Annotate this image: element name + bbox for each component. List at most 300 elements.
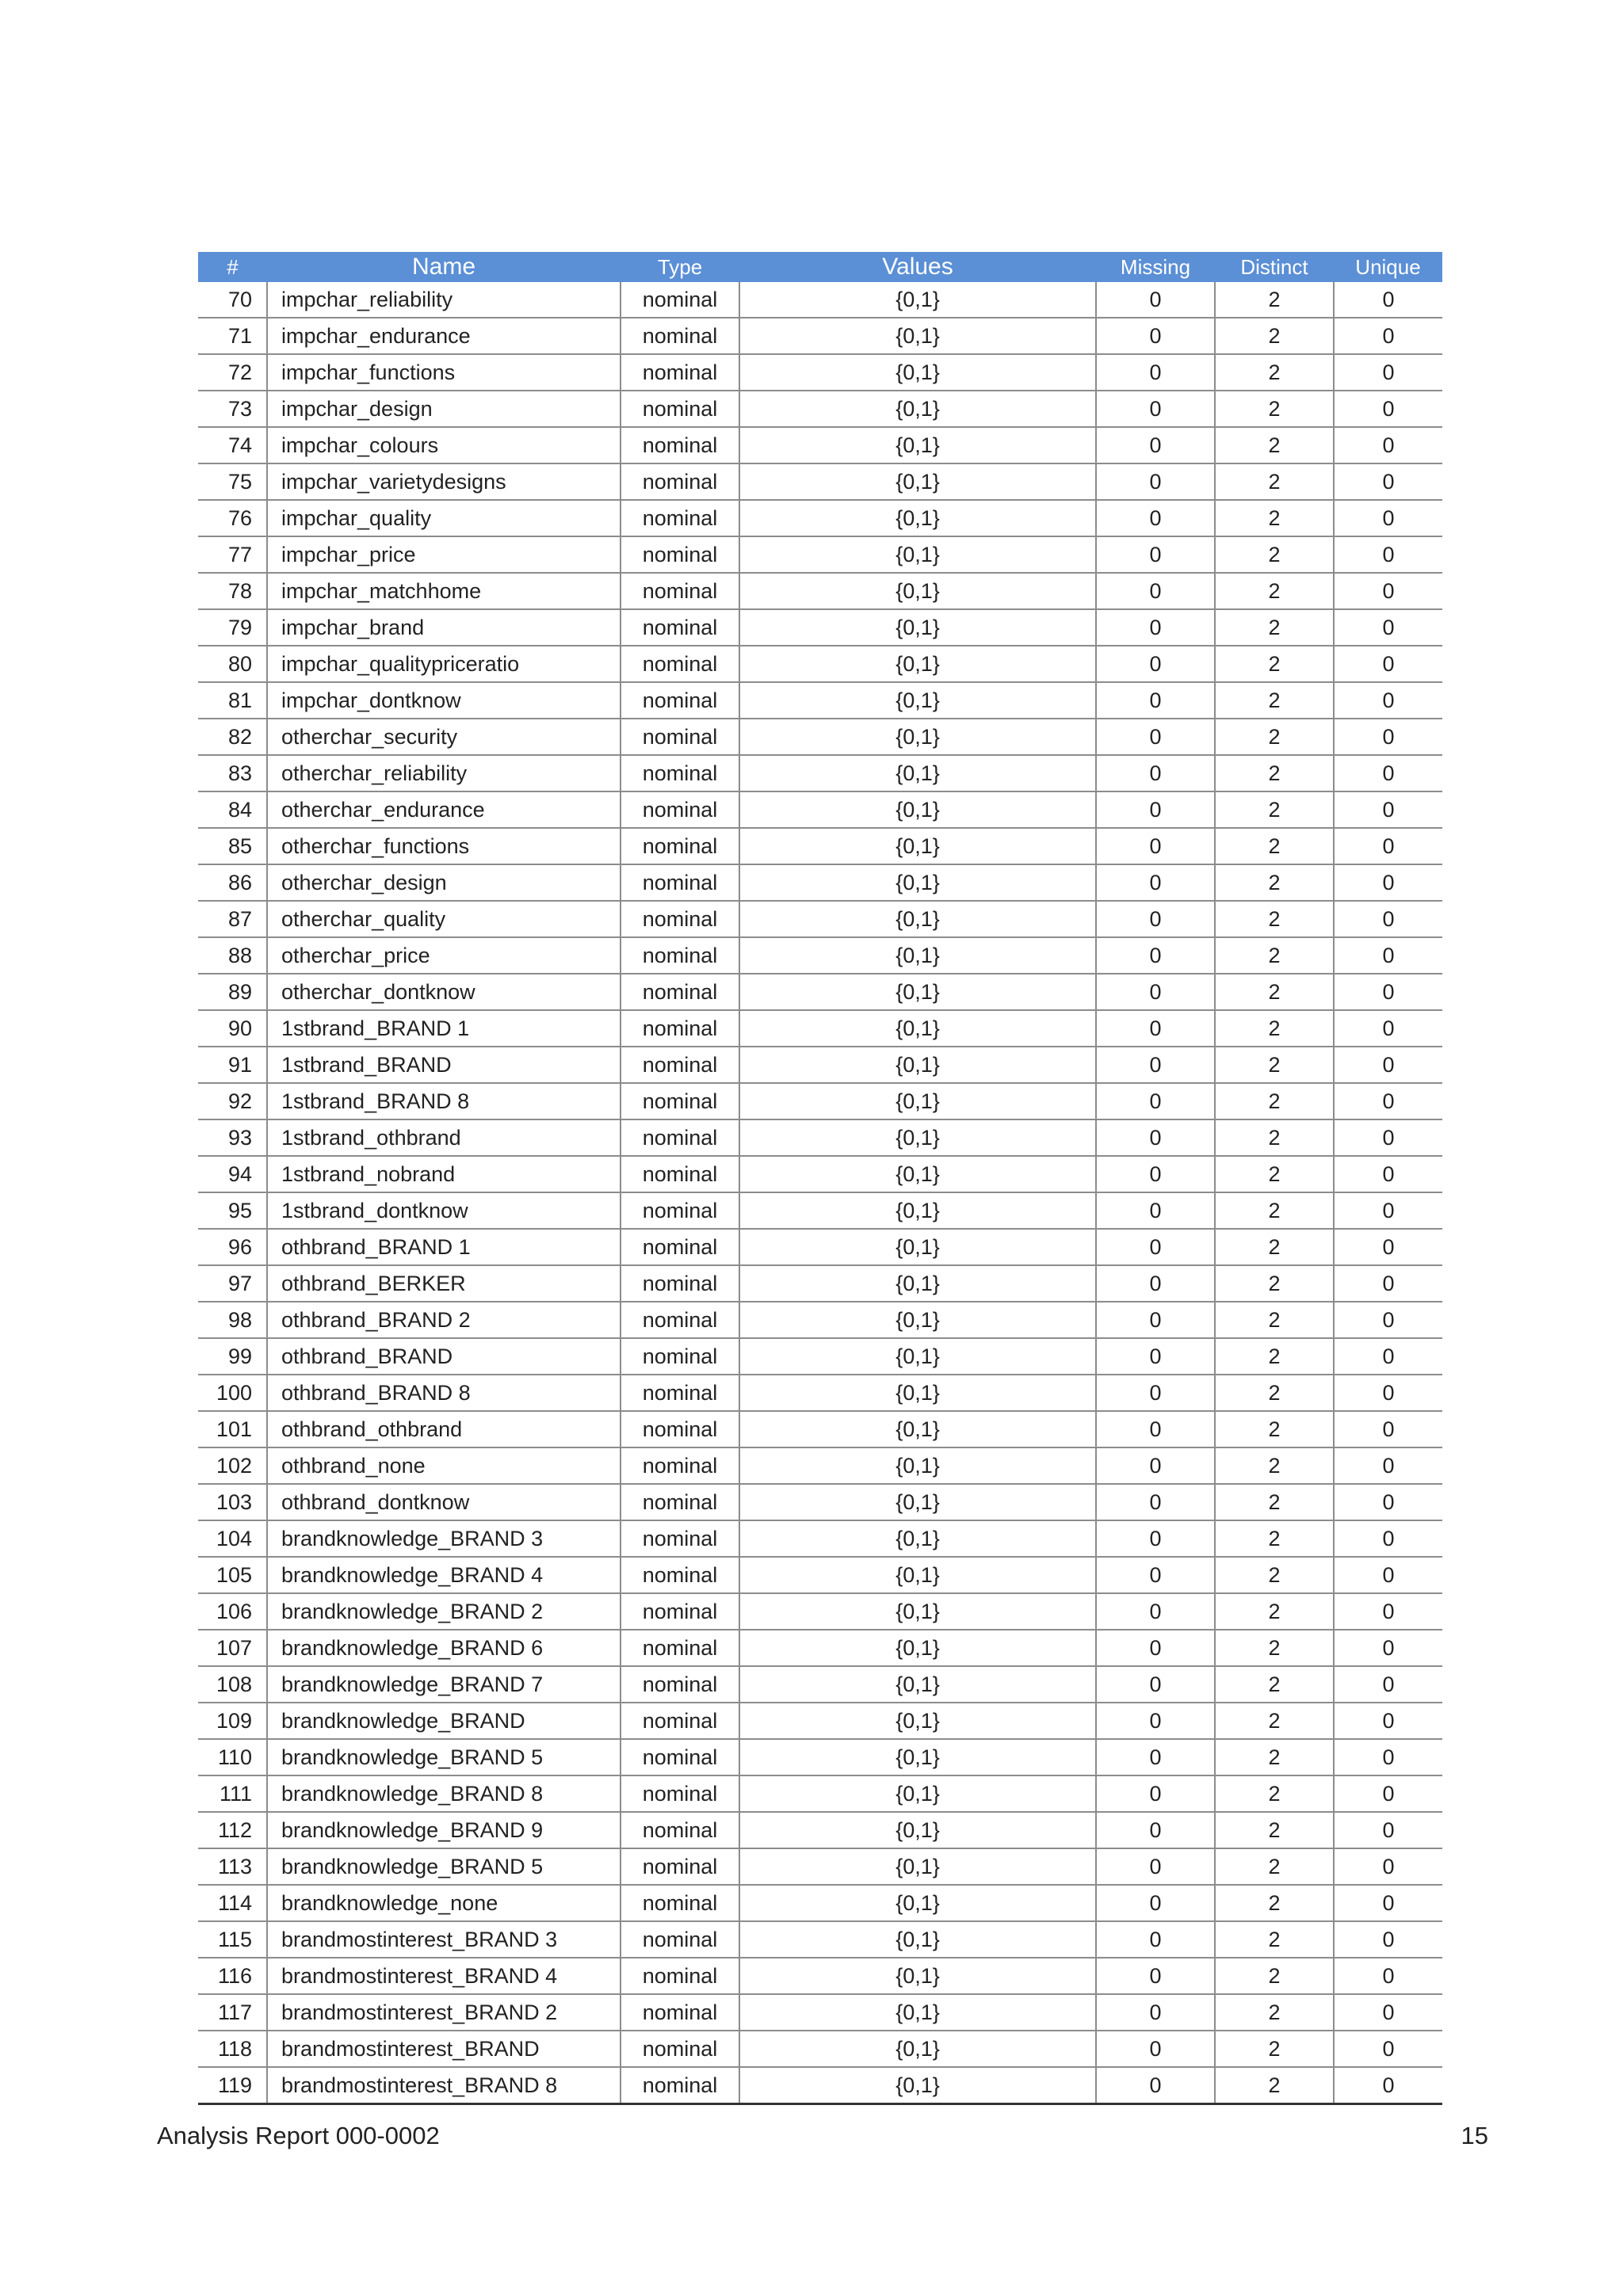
cell-distinct: 2 [1215, 1229, 1334, 1265]
cell-values: {0,1} [739, 2067, 1096, 2104]
cell-values: {0,1} [739, 1302, 1096, 1338]
cell-values: {0,1} [739, 354, 1096, 391]
cell-missing: 0 [1096, 282, 1215, 318]
cell-unique: 0 [1334, 427, 1442, 463]
cell-type: nominal [621, 1921, 739, 1958]
cell-distinct: 2 [1215, 1411, 1334, 1447]
cell-num: 110 [198, 1739, 267, 1775]
cell-unique: 0 [1334, 1375, 1442, 1411]
cell-type: nominal [621, 1630, 739, 1666]
table-row [198, 536, 1442, 573]
cell-name: 1stbrand_nobrand [267, 1156, 621, 1192]
cell-unique: 0 [1334, 682, 1442, 719]
cell-values: {0,1} [739, 646, 1096, 682]
footer-page-number: 15 [1461, 2122, 1488, 2149]
cell-type: nominal [621, 1703, 739, 1739]
cell-unique: 0 [1334, 719, 1442, 755]
cell-name: otherchar_functions [267, 828, 621, 864]
cell-type: nominal [621, 1812, 739, 1848]
table-row [198, 282, 1442, 318]
cell-name: impchar_dontknow [267, 682, 621, 719]
cell-name: brandknowledge_none [267, 1885, 621, 1921]
cell-missing: 0 [1096, 1520, 1215, 1557]
cell-num: 71 [198, 318, 267, 354]
cell-distinct: 2 [1215, 1302, 1334, 1338]
table-row [198, 1739, 1442, 1775]
table-row [198, 974, 1442, 1010]
cell-distinct: 2 [1215, 646, 1334, 682]
cell-distinct: 2 [1215, 1083, 1334, 1119]
cell-type: nominal [621, 1411, 739, 1447]
header-missing: Missing [1096, 252, 1215, 282]
table-row [198, 1557, 1442, 1593]
cell-distinct: 2 [1215, 427, 1334, 463]
table-row [198, 1083, 1442, 1119]
cell-num: 88 [198, 937, 267, 974]
cell-name: brandknowledge_BRAND 8 [267, 1775, 621, 1812]
header-row [198, 252, 1442, 282]
cell-name: brandknowledge_BRAND 6 [267, 1630, 621, 1666]
cell-name: brandmostinterest_BRAND 3 [267, 1921, 621, 1958]
cell-distinct: 2 [1215, 500, 1334, 536]
cell-num: 102 [198, 1447, 267, 1484]
cell-missing: 0 [1096, 2031, 1215, 2067]
cell-num: 113 [198, 1848, 267, 1885]
table-row [198, 1411, 1442, 1447]
table-row [198, 1192, 1442, 1229]
cell-unique: 0 [1334, 1775, 1442, 1812]
cell-num: 89 [198, 974, 267, 1010]
cell-distinct: 2 [1215, 1703, 1334, 1739]
cell-name: brandmostinterest_BRAND 8 [267, 2067, 621, 2104]
cell-distinct: 2 [1215, 1484, 1334, 1520]
cell-type: nominal [621, 318, 739, 354]
cell-missing: 0 [1096, 463, 1215, 500]
cell-values: {0,1} [739, 937, 1096, 974]
table-row [198, 573, 1442, 609]
cell-distinct: 2 [1215, 682, 1334, 719]
cell-distinct: 2 [1215, 1775, 1334, 1812]
cell-missing: 0 [1096, 1447, 1215, 1484]
cell-type: nominal [621, 937, 739, 974]
table-row [198, 791, 1442, 828]
cell-values: {0,1} [739, 1156, 1096, 1192]
cell-unique: 0 [1334, 1229, 1442, 1265]
cell-unique: 0 [1334, 1848, 1442, 1885]
cell-unique: 0 [1334, 1593, 1442, 1630]
cell-missing: 0 [1096, 1921, 1215, 1958]
cell-values: {0,1} [739, 901, 1096, 937]
table-row [198, 1958, 1442, 1994]
cell-unique: 0 [1334, 1666, 1442, 1703]
cell-distinct: 2 [1215, 573, 1334, 609]
cell-num: 80 [198, 646, 267, 682]
cell-unique: 0 [1334, 1010, 1442, 1047]
cell-missing: 0 [1096, 573, 1215, 609]
cell-values: {0,1} [739, 1848, 1096, 1885]
cell-missing: 0 [1096, 864, 1215, 901]
cell-type: nominal [621, 427, 739, 463]
header-unique: Unique [1334, 252, 1442, 282]
table-row [198, 1775, 1442, 1812]
cell-values: {0,1} [739, 1338, 1096, 1375]
cell-values: {0,1} [739, 536, 1096, 573]
cell-values: {0,1} [739, 1083, 1096, 1119]
cell-missing: 0 [1096, 391, 1215, 427]
cell-type: nominal [621, 974, 739, 1010]
cell-unique: 0 [1334, 1484, 1442, 1520]
cell-values: {0,1} [739, 427, 1096, 463]
cell-values: {0,1} [739, 282, 1096, 318]
cell-distinct: 2 [1215, 282, 1334, 318]
cell-name: impchar_matchhome [267, 573, 621, 609]
cell-values: {0,1} [739, 1192, 1096, 1229]
cell-distinct: 2 [1215, 1630, 1334, 1666]
cell-distinct: 2 [1215, 974, 1334, 1010]
cell-unique: 0 [1334, 791, 1442, 828]
cell-values: {0,1} [739, 1812, 1096, 1848]
cell-unique: 0 [1334, 1447, 1442, 1484]
cell-unique: 0 [1334, 1885, 1442, 1921]
cell-values: {0,1} [739, 1047, 1096, 1083]
cell-unique: 0 [1334, 318, 1442, 354]
cell-name: impchar_colours [267, 427, 621, 463]
cell-unique: 0 [1334, 1739, 1442, 1775]
cell-name: brandknowledge_BRAND [267, 1703, 621, 1739]
cell-name: otherchar_price [267, 937, 621, 974]
cell-name: impchar_functions [267, 354, 621, 391]
cell-values: {0,1} [739, 1666, 1096, 1703]
cell-missing: 0 [1096, 1338, 1215, 1375]
cell-num: 77 [198, 536, 267, 573]
cell-values: {0,1} [739, 1229, 1096, 1265]
cell-num: 94 [198, 1156, 267, 1192]
cell-name: 1stbrand_BRAND [267, 1047, 621, 1083]
cell-type: nominal [621, 901, 739, 937]
cell-missing: 0 [1096, 2067, 1215, 2104]
cell-num: 78 [198, 573, 267, 609]
cell-type: nominal [621, 1083, 739, 1119]
table-row [198, 1338, 1442, 1375]
cell-num: 118 [198, 2031, 267, 2067]
cell-missing: 0 [1096, 1302, 1215, 1338]
table-row [198, 1630, 1442, 1666]
cell-type: nominal [621, 2067, 739, 2104]
table-row [198, 2031, 1442, 2067]
cell-type: nominal [621, 1192, 739, 1229]
table-row [198, 354, 1442, 391]
cell-type: nominal [621, 1229, 739, 1265]
cell-values: {0,1} [739, 1557, 1096, 1593]
table-row [198, 1666, 1442, 1703]
cell-missing: 0 [1096, 1958, 1215, 1994]
cell-distinct: 2 [1215, 719, 1334, 755]
cell-values: {0,1} [739, 318, 1096, 354]
cell-missing: 0 [1096, 1885, 1215, 1921]
cell-unique: 0 [1334, 1703, 1442, 1739]
cell-unique: 0 [1334, 1265, 1442, 1302]
cell-num: 106 [198, 1593, 267, 1630]
cell-type: nominal [621, 573, 739, 609]
cell-type: nominal [621, 1994, 739, 2031]
cell-num: 83 [198, 755, 267, 791]
cell-missing: 0 [1096, 1375, 1215, 1411]
cell-name: impchar_varietydesigns [267, 463, 621, 500]
cell-name: impchar_design [267, 391, 621, 427]
cell-num: 103 [198, 1484, 267, 1520]
cell-distinct: 2 [1215, 1119, 1334, 1156]
cell-name: brandknowledge_BRAND 5 [267, 1848, 621, 1885]
table-row [198, 500, 1442, 536]
cell-name: 1stbrand_dontknow [267, 1192, 621, 1229]
cell-distinct: 2 [1215, 318, 1334, 354]
cell-values: {0,1} [739, 864, 1096, 901]
cell-type: nominal [621, 1265, 739, 1302]
cell-name: othbrand_dontknow [267, 1484, 621, 1520]
table-row [198, 1593, 1442, 1630]
cell-missing: 0 [1096, 354, 1215, 391]
cell-values: {0,1} [739, 1885, 1096, 1921]
table-row [198, 427, 1442, 463]
cell-type: nominal [621, 755, 739, 791]
cell-values: {0,1} [739, 573, 1096, 609]
cell-missing: 0 [1096, 937, 1215, 974]
table-row [198, 1848, 1442, 1885]
cell-name: otherchar_quality [267, 901, 621, 937]
cell-distinct: 2 [1215, 1375, 1334, 1411]
cell-distinct: 2 [1215, 1010, 1334, 1047]
cell-unique: 0 [1334, 573, 1442, 609]
table-row [198, 2067, 1442, 2104]
cell-missing: 0 [1096, 828, 1215, 864]
cell-type: nominal [621, 1848, 739, 1885]
cell-name: otherchar_security [267, 719, 621, 755]
cell-values: {0,1} [739, 1375, 1096, 1411]
cell-distinct: 2 [1215, 1557, 1334, 1593]
header-distinct: Distinct [1215, 252, 1334, 282]
cell-unique: 0 [1334, 755, 1442, 791]
cell-num: 84 [198, 791, 267, 828]
cell-unique: 0 [1334, 1302, 1442, 1338]
cell-type: nominal [621, 791, 739, 828]
cell-unique: 0 [1334, 463, 1442, 500]
cell-missing: 0 [1096, 1192, 1215, 1229]
cell-distinct: 2 [1215, 1958, 1334, 1994]
cell-values: {0,1} [739, 791, 1096, 828]
cell-num: 109 [198, 1703, 267, 1739]
cell-num: 114 [198, 1885, 267, 1921]
cell-values: {0,1} [739, 974, 1096, 1010]
cell-missing: 0 [1096, 500, 1215, 536]
cell-values: {0,1} [739, 1775, 1096, 1812]
cell-distinct: 2 [1215, 1192, 1334, 1229]
cell-name: impchar_qualitypriceratio [267, 646, 621, 682]
cell-num: 86 [198, 864, 267, 901]
cell-distinct: 2 [1215, 1666, 1334, 1703]
cell-num: 93 [198, 1119, 267, 1156]
cell-type: nominal [621, 864, 739, 901]
cell-num: 72 [198, 354, 267, 391]
cell-num: 75 [198, 463, 267, 500]
cell-values: {0,1} [739, 1010, 1096, 1047]
cell-unique: 0 [1334, 1557, 1442, 1593]
cell-unique: 0 [1334, 1338, 1442, 1375]
cell-distinct: 2 [1215, 791, 1334, 828]
cell-unique: 0 [1334, 282, 1442, 318]
cell-values: {0,1} [739, 391, 1096, 427]
cell-num: 92 [198, 1083, 267, 1119]
cell-values: {0,1} [739, 1593, 1096, 1630]
cell-unique: 0 [1334, 500, 1442, 536]
cell-values: {0,1} [739, 1265, 1096, 1302]
cell-unique: 0 [1334, 864, 1442, 901]
cell-name: 1stbrand_BRAND 1 [267, 1010, 621, 1047]
cell-values: {0,1} [739, 500, 1096, 536]
cell-missing: 0 [1096, 791, 1215, 828]
cell-num: 108 [198, 1666, 267, 1703]
cell-name: otherchar_endurance [267, 791, 621, 828]
cell-values: {0,1} [739, 2031, 1096, 2067]
cell-type: nominal [621, 1047, 739, 1083]
cell-values: {0,1} [739, 1739, 1096, 1775]
cell-name: brandknowledge_BRAND 3 [267, 1520, 621, 1557]
cell-missing: 0 [1096, 1666, 1215, 1703]
cell-unique: 0 [1334, 828, 1442, 864]
cell-values: {0,1} [739, 1447, 1096, 1484]
cell-type: nominal [621, 1557, 739, 1593]
cell-type: nominal [621, 1593, 739, 1630]
cell-unique: 0 [1334, 1994, 1442, 2031]
table-row [198, 1119, 1442, 1156]
cell-num: 104 [198, 1520, 267, 1557]
cell-type: nominal [621, 1119, 739, 1156]
cell-type: nominal [621, 1447, 739, 1484]
cell-missing: 0 [1096, 318, 1215, 354]
cell-missing: 0 [1096, 609, 1215, 646]
cell-missing: 0 [1096, 1557, 1215, 1593]
table-row [198, 1156, 1442, 1192]
cell-num: 74 [198, 427, 267, 463]
cell-num: 76 [198, 500, 267, 536]
cell-unique: 0 [1334, 1119, 1442, 1156]
cell-num: 111 [198, 1775, 267, 1812]
cell-distinct: 2 [1215, 463, 1334, 500]
cell-type: nominal [621, 1520, 739, 1557]
table-row [198, 1229, 1442, 1265]
cell-name: impchar_price [267, 536, 621, 573]
cell-missing: 0 [1096, 1812, 1215, 1848]
cell-distinct: 2 [1215, 1739, 1334, 1775]
cell-distinct: 2 [1215, 1593, 1334, 1630]
cell-num: 91 [198, 1047, 267, 1083]
table-row [198, 1375, 1442, 1411]
cell-missing: 0 [1096, 1411, 1215, 1447]
cell-distinct: 2 [1215, 609, 1334, 646]
cell-type: nominal [621, 609, 739, 646]
cell-missing: 0 [1096, 974, 1215, 1010]
cell-distinct: 2 [1215, 354, 1334, 391]
cell-values: {0,1} [739, 1958, 1096, 1994]
cell-missing: 0 [1096, 1994, 1215, 2031]
cell-num: 117 [198, 1994, 267, 2031]
cell-missing: 0 [1096, 755, 1215, 791]
cell-type: nominal [621, 1375, 739, 1411]
table-row [198, 1994, 1442, 2031]
cell-unique: 0 [1334, 391, 1442, 427]
cell-values: {0,1} [739, 1119, 1096, 1156]
cell-num: 98 [198, 1302, 267, 1338]
header-type: Type [621, 252, 739, 282]
cell-name: brandknowledge_BRAND 5 [267, 1739, 621, 1775]
cell-unique: 0 [1334, 609, 1442, 646]
table-row [198, 1010, 1442, 1047]
table-row [198, 937, 1442, 974]
cell-name: othbrand_BRAND 8 [267, 1375, 621, 1411]
cell-unique: 0 [1334, 901, 1442, 937]
cell-missing: 0 [1096, 646, 1215, 682]
cell-name: othbrand_BRAND 1 [267, 1229, 621, 1265]
cell-unique: 0 [1334, 974, 1442, 1010]
table-header [198, 252, 1442, 282]
cell-num: 101 [198, 1411, 267, 1447]
cell-name: brandknowledge_BRAND 2 [267, 1593, 621, 1630]
cell-missing: 0 [1096, 1775, 1215, 1812]
cell-name: otherchar_reliability [267, 755, 621, 791]
cell-name: brandmostinterest_BRAND 4 [267, 1958, 621, 1994]
table-row [198, 1447, 1442, 1484]
cell-name: impchar_quality [267, 500, 621, 536]
table-row [198, 682, 1442, 719]
cell-unique: 0 [1334, 1520, 1442, 1557]
cell-type: nominal [621, 682, 739, 719]
cell-distinct: 2 [1215, 1848, 1334, 1885]
cell-type: nominal [621, 2031, 739, 2067]
table-row [198, 1703, 1442, 1739]
cell-missing: 0 [1096, 1703, 1215, 1739]
cell-unique: 0 [1334, 1156, 1442, 1192]
table-row [198, 901, 1442, 937]
table-row [198, 864, 1442, 901]
cell-unique: 0 [1334, 536, 1442, 573]
cell-num: 119 [198, 2067, 267, 2104]
cell-values: {0,1} [739, 828, 1096, 864]
cell-name: brandmostinterest_BRAND [267, 2031, 621, 2067]
header-num: # [198, 252, 267, 282]
cell-values: {0,1} [739, 755, 1096, 791]
attributes-table [198, 252, 1442, 2105]
cell-type: nominal [621, 646, 739, 682]
table-row [198, 719, 1442, 755]
cell-name: impchar_brand [267, 609, 621, 646]
cell-distinct: 2 [1215, 864, 1334, 901]
cell-unique: 0 [1334, 1958, 1442, 1994]
cell-name: impchar_reliability [267, 282, 621, 318]
cell-num: 81 [198, 682, 267, 719]
cell-missing: 0 [1096, 1484, 1215, 1520]
cell-num: 87 [198, 901, 267, 937]
cell-num: 112 [198, 1812, 267, 1848]
cell-num: 115 [198, 1921, 267, 1958]
cell-type: nominal [621, 1958, 739, 1994]
footer-report-title: Analysis Report 000-0002 [157, 2122, 440, 2149]
cell-missing: 0 [1096, 427, 1215, 463]
cell-type: nominal [621, 500, 739, 536]
cell-unique: 0 [1334, 2031, 1442, 2067]
cell-type: nominal [621, 1666, 739, 1703]
cell-num: 116 [198, 1958, 267, 1994]
cell-num: 95 [198, 1192, 267, 1229]
table-row [198, 318, 1442, 354]
